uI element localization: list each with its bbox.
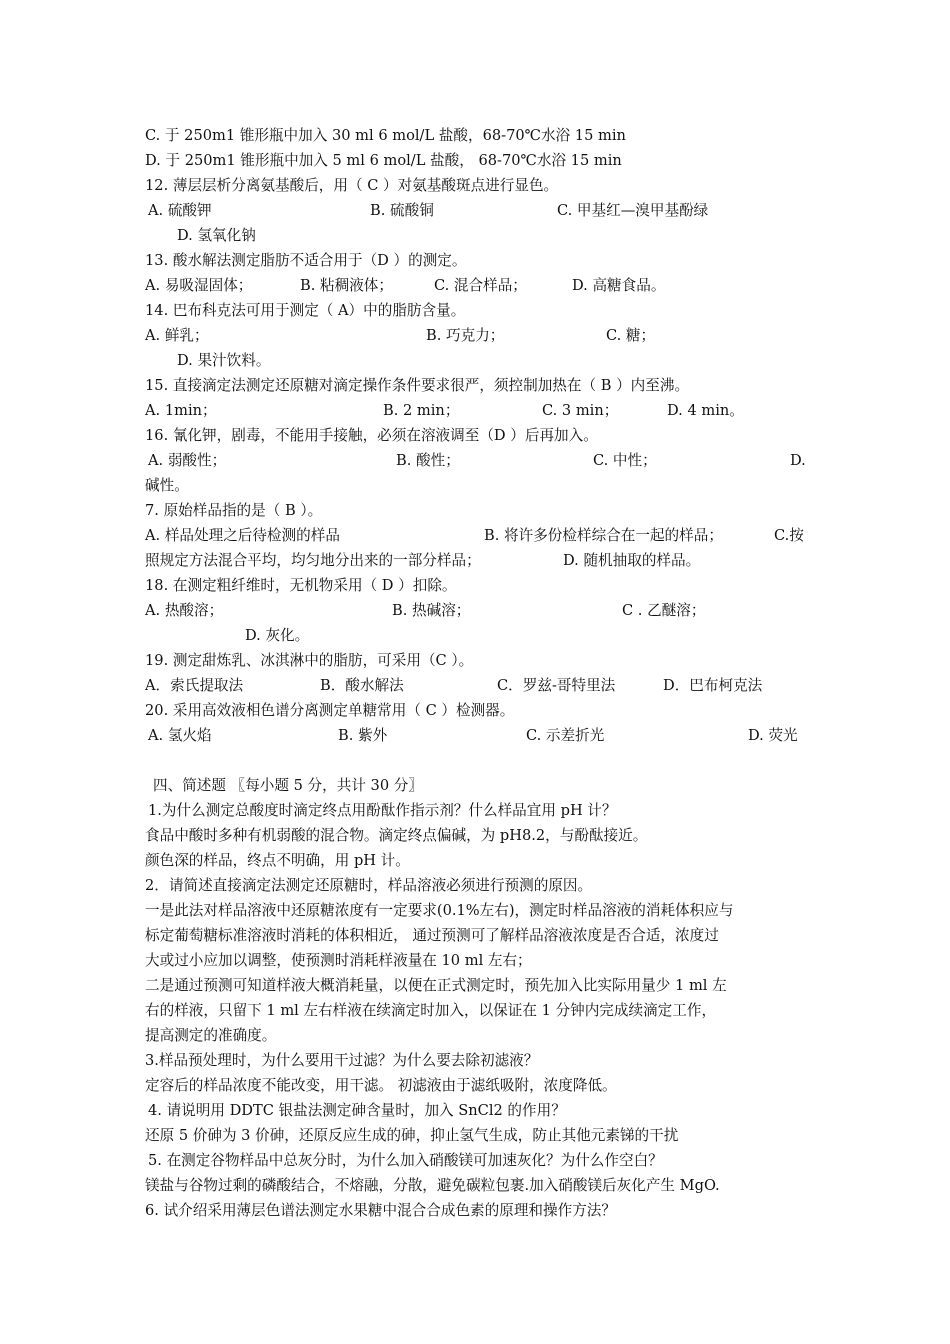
- answer-line: 还原 5 价砷为 3 价砷，还原反应生成的砷，抑止氢气生成，防止其他元素锑的干扰: [145, 1127, 679, 1144]
- option: A. 氢火焰: [148, 727, 212, 744]
- short-question-6: 6. 试介绍采用薄层色谱法测定水果糖中混合合成色素的原理和操作方法？: [145, 1202, 616, 1219]
- short-question-5: 5. 在测定谷物样品中总灰分时，为什么加入硝酸镁可加速灰化？为什么作空白？: [148, 1152, 663, 1169]
- option: D. 随机抽取的样品。: [563, 552, 701, 569]
- option: A. 弱酸性；: [148, 452, 227, 469]
- options-row: [145, 599, 810, 623]
- text-line: 碱性。: [145, 477, 189, 494]
- option: C.按: [774, 527, 804, 544]
- option: A. 易吸湿固体；: [145, 277, 253, 294]
- option: C. 糖；: [606, 327, 656, 344]
- option: A. 硫酸钾: [148, 202, 212, 219]
- options-row: [145, 449, 810, 473]
- question-14: 14. 巴布科克法可用于测定（ A）中的脂肪含量。: [145, 302, 466, 319]
- short-question-2: 2．请简述直接滴定法测定还原糖时，样品溶液必须进行预测的原因。: [145, 877, 593, 894]
- option: D. 高糖食品。: [572, 277, 666, 294]
- option: B. 硫酸铜: [370, 202, 434, 219]
- question-15: 15. 直接滴定法测定还原糖对滴定操作条件要求很严，须控制加热在（ B ）内至沸。: [145, 377, 690, 394]
- options-row: [145, 399, 810, 423]
- question-20: 20. 采用高效液相色谱分离测定单糖常用（ C ）检测器。: [145, 702, 515, 719]
- question-17: 7. 原始样品指的是（ B ）。: [145, 502, 323, 519]
- option: A. 1min；: [145, 402, 217, 419]
- section-heading: 四、简述题 〖每小题 5 分，共计 30 分〗: [153, 777, 423, 794]
- answer-line: 一是此法对样品溶液中还原糖浓度有一定要求(0.1%左右)，测定时样品溶液的消耗体积应与: [145, 902, 734, 919]
- option: B. 热碱溶；: [392, 602, 471, 619]
- option: B. 酸性；: [396, 452, 460, 469]
- option: C. 中性；: [593, 452, 657, 469]
- question-19: 19. 测定甜炼乳、冰淇淋中的脂肪，可采用（C ）。: [145, 652, 474, 669]
- option: A. 样品处理之后待检测的样品: [145, 527, 340, 544]
- text-line: D. 灰化。: [245, 627, 310, 644]
- option-continuation: 照规定方法混合平均，均匀地分出来的一部分样品；: [145, 552, 481, 569]
- short-question-1: 1.为什么测定总酸度时滴定终点用酚酞作指示剂？什么样品宜用 pH 计？: [148, 802, 617, 819]
- options-row: [145, 549, 810, 573]
- question-18: 18. 在测定粗纤维时，无机物采用（ D ）扣除。: [145, 577, 457, 594]
- option: B．酸水解法: [320, 677, 404, 694]
- options-row: [145, 274, 810, 298]
- answer-line: 颜色深的样品，终点不明确，用 pH 计。: [145, 852, 410, 869]
- option: B. 粘稠液体；: [300, 277, 393, 294]
- answer-line: 标定葡萄糖标准溶液时消耗的体积相近， 通过预测可了解样品溶液浓度是否合适，浓度过: [145, 927, 719, 944]
- text-line: C. 于 250m1 锥形瓶中加入 30 ml 6 mol/L 盐酸，68-70℃水浴 15 min: [145, 127, 626, 144]
- option: B. 巧克力；: [426, 327, 505, 344]
- option: C . 乙醚溶；: [622, 602, 706, 619]
- options-row: [145, 324, 810, 348]
- option: B. 将许多份检样综合在一起的样品；: [484, 527, 723, 544]
- question-13: 13. 酸水解法测定脂肪不适合用于（D ）的测定。: [145, 252, 467, 269]
- option: A. 热酸溶；: [145, 602, 224, 619]
- option: C. 混合样品；: [434, 277, 527, 294]
- option: D.: [790, 452, 806, 469]
- option: D. 4 min。: [667, 402, 744, 419]
- options-row: [145, 724, 810, 748]
- option: A. 鲜乳；: [145, 327, 209, 344]
- text-line: D. 氢氧化钠: [177, 227, 256, 244]
- short-question-3: 3.样品预处理时，为什么要用干过滤？为什么要去除初滤液？: [145, 1052, 539, 1069]
- answer-line: 食品中酸时多种有机弱酸的混合物。滴定终点偏碱，为 pH8.2，与酚酞接近。: [145, 827, 648, 844]
- text-line: D. 于 250m1 锥形瓶中加入 5 ml 6 mol/L 盐酸， 68-70℃水浴 15 min: [145, 152, 622, 169]
- option: C．罗兹-哥特里法: [497, 677, 616, 694]
- option: B. 紫外: [338, 727, 388, 744]
- option: D．巴布柯克法: [663, 677, 763, 694]
- answer-line: 镁盐与谷物过剩的磷酸结合，不熔融，分散，避免碳粒包裹.加入硝酸镁后灰化产生 MgO.: [145, 1177, 720, 1194]
- option: B. 2 min；: [383, 402, 460, 419]
- answer-line: 右的样液，只留下 1 ml 左右样液在续滴定时加入，以保证在 1 分钟内完成续滴定工作，: [145, 1002, 717, 1019]
- options-row: [145, 199, 810, 223]
- option: A．索氏提取法: [145, 677, 244, 694]
- answer-line: 提高测定的准确度。: [145, 1027, 277, 1044]
- answer-line: 定容后的样品浓度不能改变，用干滤。 初滤液由于滤纸吸附，浓度降低。: [145, 1077, 617, 1094]
- question-16: 16. 氰化钾，剧毒，不能用手接触，必须在溶液调至（D ）后再加入。: [145, 427, 598, 444]
- text-line: D. 果汁饮料。: [177, 352, 271, 369]
- option: C. 3 min；: [542, 402, 619, 419]
- answer-line: 二是通过预测可知道样液大概消耗量，以便在正式测定时，预先加入比实际用量少 1 ml 左: [145, 977, 727, 994]
- option: C. 示差折光: [526, 727, 605, 744]
- option: D. 荧光: [748, 727, 798, 744]
- option: C. 甲基红—溴甲基酚绿: [557, 202, 709, 219]
- options-row: [145, 674, 810, 698]
- question-12: 12. 薄层层析分离氨基酸后，用（ C ）对氨基酸斑点进行显色。: [145, 177, 559, 194]
- short-question-4: 4. 请说明用 DDTC 银盐法测定砷含量时，加入 SnCl2 的作用？: [148, 1102, 566, 1119]
- answer-line: 大或过小应加以调整，使预测时消耗样液量在 10 ml 左右；: [145, 952, 532, 969]
- options-row: [145, 524, 810, 548]
